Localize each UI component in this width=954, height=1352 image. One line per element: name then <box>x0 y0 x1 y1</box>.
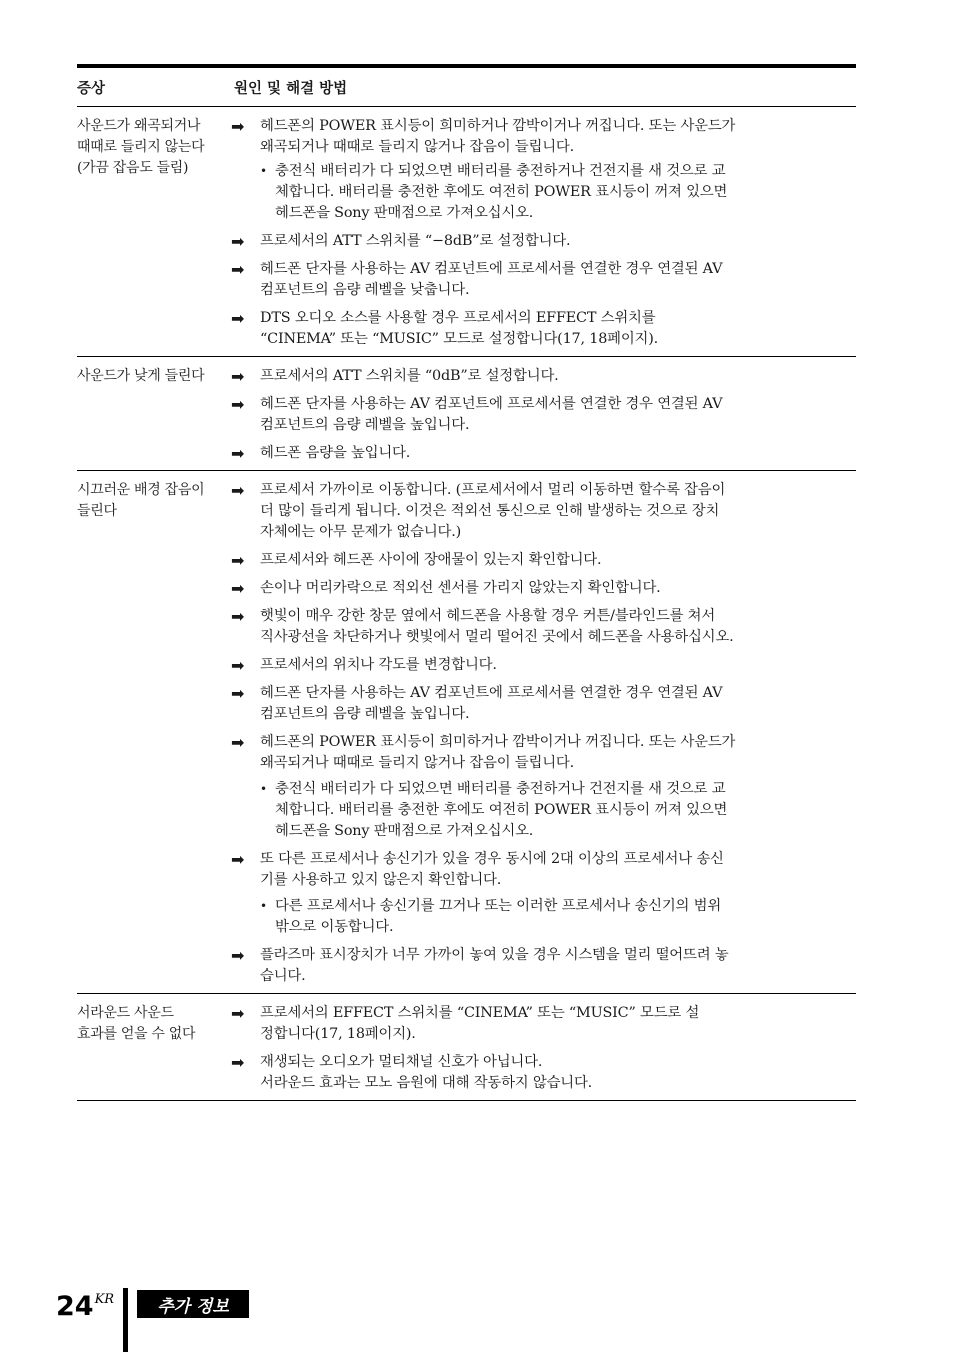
solution-text: DTS 오디오 소스를 사용할 경우 프로세서의 EFFECT 스위치를 “CINEMA” 또는 “MUSIC” 모드로 설정합니다(17, 18페이지). <box>260 310 659 347</box>
solution-item <box>233 849 856 891</box>
solution-text: 헤드폰 단자를 사용하는 AV 컴포넌트에 프로세서를 연결한 경우 연결된 AV 컴포넌트의 음량 레벨을 높입니다. <box>260 685 723 722</box>
arrow-right-icon: ➡ <box>231 309 245 328</box>
bullet-dot-icon: • <box>260 164 267 178</box>
arrow-right-icon: ➡ <box>231 551 245 570</box>
solution-text: 프로세서의 ATT 스위치를 “0dB”로 설정합니다. <box>260 368 559 384</box>
arrow-right-icon: ➡ <box>231 117 245 136</box>
arrow-right-icon: ➡ <box>231 1004 245 1023</box>
table-header <box>77 68 856 107</box>
solution-item <box>233 945 856 987</box>
solution-item <box>233 259 856 301</box>
solution-item <box>233 394 856 436</box>
solution-text: 프로세서의 ATT 스위치를 “−8dB”로 설정합니다. <box>260 233 571 249</box>
footer-divider <box>123 1288 128 1352</box>
symptom-cell: 서라운드 사운드 효과를 얻을 수 없다 <box>77 1005 196 1042</box>
solution-cell <box>233 1003 856 1094</box>
solution-item <box>233 1003 856 1045</box>
symptom-cell: 시끄러운 배경 잡음이 들린다 <box>77 482 205 519</box>
arrow-right-icon: ➡ <box>231 1053 245 1072</box>
solution-item <box>233 550 856 571</box>
solution-item <box>233 683 856 725</box>
solution-text: 프로세서의 위치나 각도를 변경합니다. <box>260 657 497 673</box>
table-row <box>77 994 856 1101</box>
solution-text: 플라즈마 표시장치가 너무 가까이 놓여 있을 경우 시스템을 멀리 떨어뜨려 놓 습니다. <box>260 947 729 984</box>
solution-item <box>233 1052 856 1094</box>
solution-item <box>233 732 856 774</box>
solution-text: 프로세서의 EFFECT 스위치를 “CINEMA” 또는 “MUSIC” 모드로 설 정합니다(17, 18페이지). <box>260 1005 700 1042</box>
arrow-right-icon: ➡ <box>231 946 245 965</box>
arrow-right-icon: ➡ <box>231 395 245 414</box>
symptom-cell: 사운드가 왜곡되거나 때때로 들리지 않는다 (가끔 잡음도 들림) <box>77 118 205 176</box>
arrow-right-icon: ➡ <box>231 579 245 598</box>
arrow-right-icon: ➡ <box>231 232 245 251</box>
solution-text: 프로세서와 헤드폰 사이에 장애물이 있는지 확인합니다. <box>260 552 602 568</box>
symptom-cell: 사운드가 낮게 들린다 <box>77 368 205 384</box>
arrow-right-icon: ➡ <box>231 481 245 500</box>
solution-item <box>233 480 856 543</box>
arrow-right-icon: ➡ <box>231 733 245 752</box>
arrow-right-icon: ➡ <box>231 850 245 869</box>
arrow-right-icon: ➡ <box>231 684 245 703</box>
header-solution: 원인 및 해결 방법 <box>234 80 348 97</box>
solution-item <box>233 578 856 599</box>
solution-cell <box>233 366 856 464</box>
solution-text: 헤드폰의 POWER 표시등이 희미하거나 깜박이거나 꺼집니다. 또는 사운드가 왜곡되거나 때때로 들리지 않거나 잡음이 들립니다. <box>260 118 736 155</box>
solution-text: 프로세서 가까이로 이동합니다. (프로세서에서 멀리 이동하면 할수록 잡음이 더 많이 들리게 됩니다. 이것은 적외선 통신으로 인해 발생하는 것으로 장치 자체에는 아무 문제가 없습니다.) <box>260 482 726 540</box>
solution-text: 손이나 머리카락으로 적외선 센서를 가리지 않았는지 확인합니다. <box>260 580 661 596</box>
solution-item <box>233 366 856 387</box>
solution-text: 재생되는 오디오가 멀티채널 신호가 아닙니다. 서라운드 효과는 모노 음원에 대해 작동하지 않습니다. <box>260 1054 593 1091</box>
solution-item <box>233 308 856 350</box>
solution-item <box>233 655 856 676</box>
section-badge: 추가 정보 <box>137 1290 249 1318</box>
solution-text: 또 다른 프로세서나 송신기가 있을 경우 동시에 2대 이상의 프로세서나 송신 기를 사용하고 있지 않은지 확인합니다. <box>260 851 724 888</box>
bullet-text: 충전식 배터리가 다 되었으면 배터리를 충전하거나 건전지를 새 것으로 교 체합니다. 배터리를 충전한 후에도 여전히 POWER 표시등이 꺼져 있으면 헤드폰을 Sony 판매점으로 가져오십시오. <box>275 781 728 839</box>
bullet-dot-icon: • <box>260 782 267 796</box>
solution-text: 헤드폰의 POWER 표시등이 희미하거나 깜박이거나 꺼집니다. 또는 사운드가 왜곡되거나 때때로 들리지 않거나 잡음이 들립니다. <box>260 734 736 771</box>
page-suffix: KR <box>94 1292 115 1307</box>
table-row <box>77 357 856 471</box>
arrow-right-icon: ➡ <box>231 607 245 626</box>
solution-cell <box>233 116 856 350</box>
bullet-text: 다른 프로세서나 송신기를 끄거나 또는 이러한 프로세서나 송신기의 범위 밖으로 이동합니다. <box>275 898 722 935</box>
solution-text: 헤드폰 음량을 높입니다. <box>260 445 411 461</box>
arrow-right-icon: ➡ <box>231 260 245 279</box>
solution-item <box>233 231 856 252</box>
bullet-item <box>260 779 856 842</box>
header-symptom: 증상 <box>77 80 106 97</box>
table-row <box>77 107 856 357</box>
solution-text: 헤드폰 단자를 사용하는 AV 컴포넌트에 프로세서를 연결한 경우 연결된 AV 컴포넌트의 음량 레벨을 낮춥니다. <box>260 261 723 298</box>
bullet-item <box>260 896 856 938</box>
arrow-right-icon: ➡ <box>231 444 245 463</box>
bullet-text: 충전식 배터리가 다 되었으면 배터리를 충전하거나 건전지를 새 것으로 교 체합니다. 배터리를 충전한 후에도 여전히 POWER 표시등이 꺼져 있으면 헤드폰을 Sony 판매점으로 가져오십시오. <box>275 163 728 221</box>
table-row <box>77 471 856 994</box>
table-body <box>77 107 856 1101</box>
solution-item <box>233 116 856 158</box>
troubleshooting-table <box>77 64 856 1101</box>
solution-text: 헤드폰 단자를 사용하는 AV 컴포넌트에 프로세서를 연결한 경우 연결된 AV 컴포넌트의 음량 레벨을 높입니다. <box>260 396 723 433</box>
page-number: $24^{KR}$ <box>56 1291 115 1322</box>
bullet-dot-icon: • <box>260 899 267 913</box>
arrow-right-icon: ➡ <box>231 367 245 386</box>
solution-cell <box>233 480 856 987</box>
solution-item <box>233 606 856 648</box>
solution-text: 햇빛이 매우 강한 창문 옆에서 헤드폰을 사용할 경우 커튼/블라인드를 쳐서 직사광선을 차단하거나 햇빛에서 멀리 떨어진 곳에서 헤드폰을 사용하십시오. <box>260 608 734 645</box>
bullet-item <box>260 161 856 224</box>
solution-item <box>233 443 856 464</box>
arrow-right-icon: ➡ <box>231 656 245 675</box>
